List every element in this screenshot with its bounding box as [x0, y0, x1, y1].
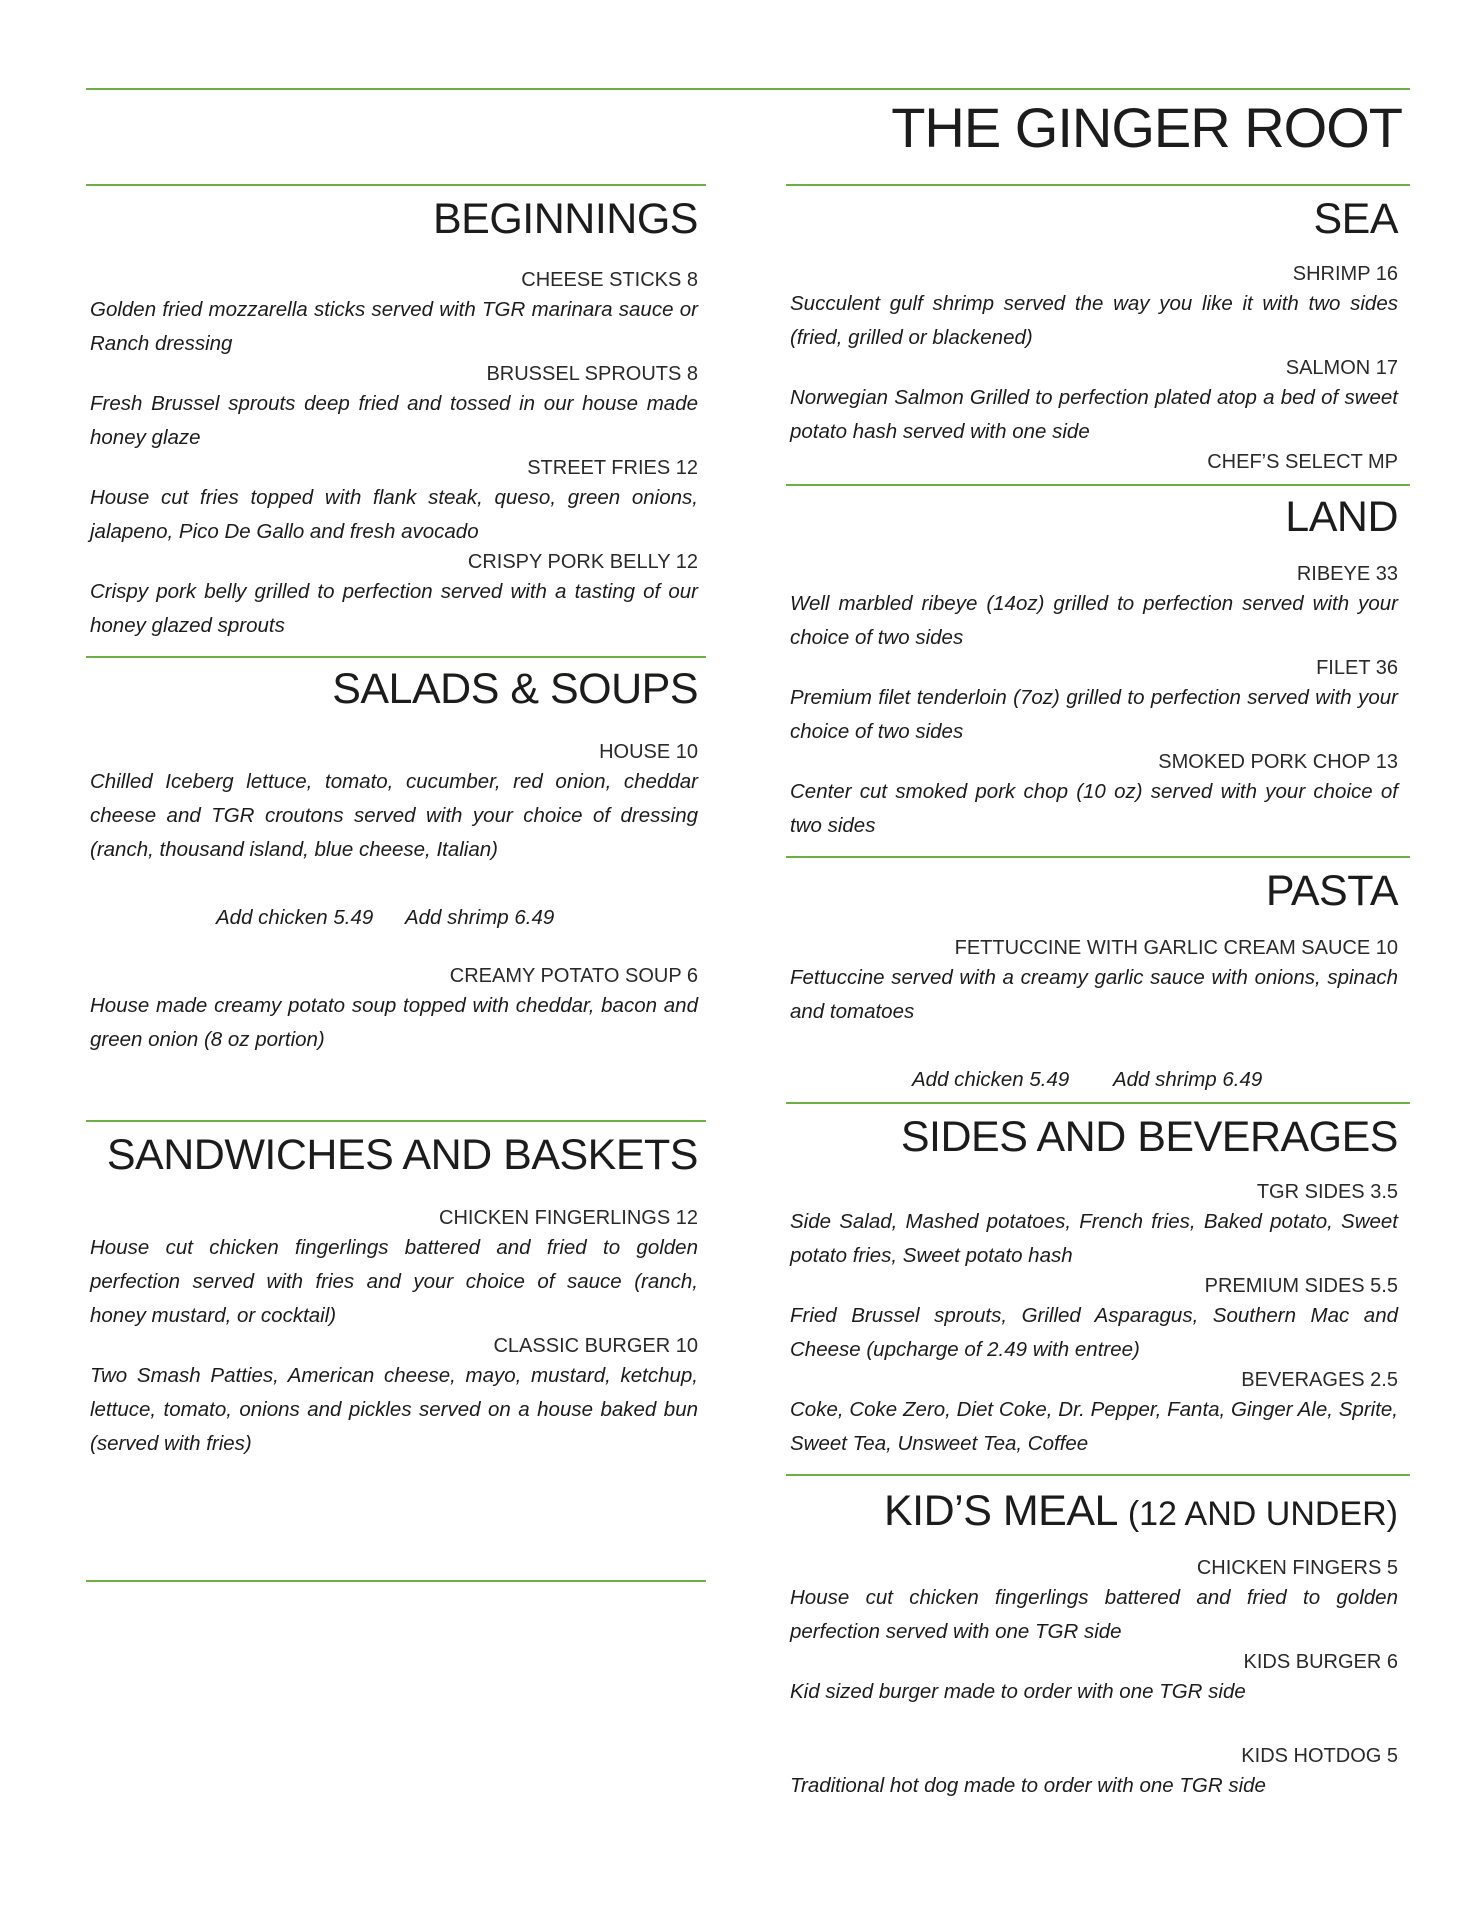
pasta-rule	[786, 856, 1410, 858]
sandwiches-title: SANDWICHES AND BASKETS	[106, 1131, 698, 1179]
item-name: FETTUCCINE WITH GARLIC CREAM SAUCE 10	[954, 937, 1398, 959]
menu-item	[86, 361, 702, 455]
sea-title: SEA	[1313, 195, 1398, 243]
menu-item	[786, 1273, 1402, 1367]
item-description: Succulent gulf shrimp served the way you like it with two sides (fried, grilled or blackened)	[790, 292, 1398, 349]
item-description: Fried Brussel sprouts, Grilled Asparagus, Southern Mac and Cheese (upcharge of 2.49 with entree)	[790, 1304, 1398, 1361]
item-name: HOUSE 10	[599, 741, 698, 763]
item-name: SMOKED PORK CHOP 13	[1158, 751, 1398, 773]
addon-chicken: Add chicken 5.49	[216, 906, 374, 929]
menu-item	[786, 935, 1402, 1029]
menu-item	[86, 267, 702, 361]
item-description: Chilled Iceberg lettuce, tomato, cucumber, red onion, cheddar cheese and TGR croutons served with your choice of dressing (ranch, thousand island, blue cheese, Italian)	[90, 770, 698, 861]
addon-shrimp: Add shrimp 6.49	[404, 906, 555, 929]
kids-title	[786, 1487, 1402, 1535]
land-title: LAND	[1285, 493, 1398, 541]
item-name: KIDS BURGER 6	[1243, 1651, 1398, 1673]
item-name: BRUSSEL SPROUTS 8	[486, 363, 698, 385]
item-name: BEVERAGES 2.5	[1241, 1369, 1398, 1391]
beginnings-section	[86, 195, 702, 643]
item-name: CHEESE STICKS 8	[521, 269, 698, 291]
restaurant-name: THE GINGER ROOT	[891, 96, 1402, 159]
sea-section	[786, 195, 1402, 475]
menu-item	[86, 1333, 702, 1461]
item-description: Center cut smoked pork chop (10 oz) served with your choice of two sides	[790, 780, 1398, 837]
item-description: Two Smash Patties, American cheese, mayo, mustard, ketchup, lettuce, tomato, onions and pickles served on a house baked bun (served with fries)	[90, 1364, 698, 1455]
salads-section	[86, 665, 702, 1057]
menu-item	[786, 749, 1402, 843]
item-description: Golden fried mozzarella sticks served with TGR marinara sauce or Ranch dressing	[90, 298, 698, 355]
item-name: RIBEYE 33	[1296, 563, 1398, 585]
item-description: Fettuccine served with a creamy garlic sauce with onions, spinach and tomatoes	[790, 966, 1398, 1023]
item-name: SHRIMP 16	[1292, 263, 1398, 285]
item-description: Traditional hot dog made to order with one TGR side	[790, 1774, 1266, 1797]
menu-item	[86, 963, 702, 1057]
item-description: House cut fries topped with flank steak, queso, green onions, jalapeno, Pico De Gallo and fresh avocado	[90, 486, 698, 543]
item-name: CHICKEN FINGERLINGS 12	[439, 1207, 698, 1229]
land-section	[786, 493, 1402, 843]
item-name: TGR SIDES 3.5	[1256, 1181, 1398, 1203]
menu-item	[786, 655, 1402, 749]
sides-rule	[786, 1102, 1410, 1104]
bottom-left-rule	[86, 1580, 706, 1582]
item-name: CREAMY POTATO SOUP 6	[449, 965, 698, 987]
top-rule	[86, 88, 1410, 90]
item-name: CHICKEN FINGERS 5	[1196, 1557, 1398, 1579]
pasta-addons	[786, 1063, 1402, 1097]
menu-item	[786, 1555, 1402, 1649]
menu-item	[786, 1649, 1402, 1709]
item-name: FILET 36	[1316, 657, 1398, 679]
salads-addons	[86, 901, 702, 935]
menu-item	[786, 1367, 1402, 1461]
item-description: Kid sized burger made to order with one TGR side	[790, 1680, 1246, 1703]
item-description: Side Salad, Mashed potatoes, French fries, Baked potato, Sweet potato fries, Sweet potato hash	[790, 1210, 1398, 1267]
item-name: CLASSIC BURGER 10	[493, 1335, 698, 1357]
addon-shrimp: Add shrimp 6.49	[1112, 1068, 1263, 1091]
sea-rule	[786, 184, 1410, 186]
item-description: House cut chicken fingerlings battered and fried to golden perfection served with fries and your choice of sauce (ranch, honey mustard, or cocktail)	[90, 1236, 698, 1327]
sandwiches-rule	[86, 1120, 706, 1122]
pasta-title: PASTA	[1265, 867, 1398, 915]
kids-title-text: KID’S MEAL	[884, 1487, 1117, 1535]
item-description: Norwegian Salmon Grilled to perfection plated atop a bed of sweet potato hash served with one side	[790, 386, 1398, 443]
item-description: Coke, Coke Zero, Diet Coke, Dr. Pepper, Fanta, Ginger Ale, Sprite, Sweet Tea, Unsweet Tea, Coffee	[790, 1398, 1398, 1455]
item-description: Crispy pork belly grilled to perfection served with a tasting of our honey glazed sprouts	[90, 580, 698, 637]
item-name: STREET FRIES 12	[527, 457, 698, 479]
beginnings-rule	[86, 184, 706, 186]
salads-title: SALADS & SOUPS	[332, 665, 698, 713]
kids-rule	[786, 1474, 1410, 1476]
menu-item	[86, 739, 702, 867]
item-description: House made creamy potato soup topped with cheddar, bacon and green onion (8 oz portion)	[90, 994, 698, 1051]
salads-rule	[86, 656, 706, 658]
kids-section	[786, 1487, 1402, 1803]
chef-select: CHEF’S SELECT MP	[1207, 451, 1398, 473]
menu-item	[786, 1179, 1402, 1273]
menu-item	[786, 261, 1402, 355]
menu-item	[86, 455, 702, 549]
sides-title: SIDES AND BEVERAGES	[900, 1113, 1398, 1161]
menu-item	[786, 561, 1402, 655]
item-name: PREMIUM SIDES 5.5	[1204, 1275, 1398, 1297]
pasta-section	[786, 867, 1402, 1097]
menu-item	[86, 1205, 702, 1333]
kids-subtitle: (12 AND UNDER)	[1127, 1495, 1398, 1533]
item-name: SALMON 17	[1285, 357, 1398, 379]
menu-item	[786, 1743, 1402, 1803]
beginnings-title: BEGINNINGS	[433, 195, 698, 243]
sandwiches-section	[86, 1131, 702, 1461]
item-name: CRISPY PORK BELLY 12	[467, 551, 698, 573]
menu-item	[786, 355, 1402, 449]
addon-chicken: Add chicken 5.49	[912, 1068, 1070, 1091]
item-description: Premium filet tenderloin (7oz) grilled to perfection served with your choice of two sides	[790, 686, 1398, 743]
item-description: Fresh Brussel sprouts deep fried and tossed in our house made honey glaze	[90, 392, 698, 449]
land-rule	[786, 484, 1410, 486]
sides-section	[786, 1113, 1402, 1461]
item-description: Well marbled ribeye (14oz) grilled to perfection served with your choice of two sides	[790, 592, 1398, 649]
item-description: House cut chicken fingerlings battered and fried to golden perfection served with one TGR side	[790, 1586, 1398, 1643]
menu-item	[86, 549, 702, 643]
item-name: KIDS HOTDOG 5	[1241, 1745, 1398, 1767]
